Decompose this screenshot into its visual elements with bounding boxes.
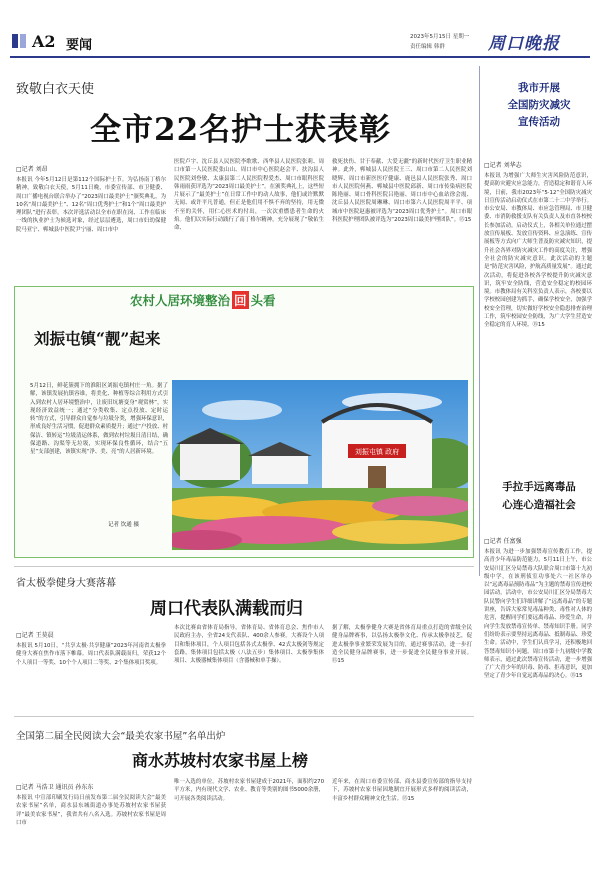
bookstore-byline: □记者 马浩卫 通讯员 孙东东 bbox=[16, 784, 94, 791]
section-name: 要闻 bbox=[66, 38, 93, 53]
date-line: 2023年5月15日 星期一 bbox=[410, 34, 470, 40]
disaster-headline-line-1: 我市开展 bbox=[518, 82, 560, 94]
taichi-col3: 据了解，太极拳健身大赛是省体育局重点打造的省级全民健身品牌赛事，以弘扬太极拳文化、传承太极拳技艺，促进太极拳事业繁荣发展为目的，通过赛事活动，进一步打造全民健身品牌赛事，进一步促进全民健身事业开展。⑮15 bbox=[332, 625, 472, 665]
bookstore-col3: 近年来，在周口市委宣传部、商水县委宣传部的指导支持下，苏坡村农家书屋因地制宜开展形式多样的阅读活动，丰富乡村群众精神文化生活。⑮15 bbox=[332, 779, 472, 802]
village-headline: 刘振屯镇“靓”起来 bbox=[34, 329, 161, 348]
taichi-col2: 本次比赛由省体育局指导，省体育局、省体育总会、焦作市人民政府主办，全省24支代表队、400余人参赛。大赛设个人项目和集体项目，个人项目包括各式太极拳、42式太极剑等规定套路，集体项目包括太极（八法五步）集体项目、太极拳集体项目、太极器械集体项目（含器械和单手操）。 bbox=[174, 625, 324, 665]
taichi-col1: 本报讯 5月10日，“共享太极·共享健康”2023年河南省太极拳健身大赛在焦作市落下帷幕。周口代表队满载而归，荣获12个个人项目一等奖、10个个人项目二等奖、2个集体项目奖项。 bbox=[16, 643, 166, 666]
page-number-marker-light bbox=[20, 34, 26, 48]
antidrug-body: 本报讯 为进一步加强禁毒宣传教育工作，提高青少年毒品防范能力，5月11日上午，市公安局川汇区分局禁毒大队联合周口市第十九初级中学，在该刑侦室功事处六一社区举办以“远离毒品预防毒品”为主题的禁毒宣传进校园活动。活动中，市公安局川汇区分局禁毒大队民警向学生们详细讲解了“远离毒品”的专题讲座，告诉大家常见毒品种类、毒性对人体的危害，提醒同学们要远离毒品、珍爱生命，并向学生发放禁毒宣传单、禁毒知识手册。同学们纷纷表示要坚持远离毒品、抵制毒品、珍爱生命。活动中，学生们认真学习，还积极地回答禁毒知识小问题。周口市第十九初级中学教师表示，通过此次禁毒宣传活动，进一步增强了广大青少年的识毒、防毒、拒毒意识，更加坚定了青少年自觉远离毒品的决心。⑮15 bbox=[484, 549, 592, 680]
village-photo-credit: 记者 饮通 摄 bbox=[108, 522, 139, 528]
nurses-kicker: 致敬白衣天使 bbox=[16, 82, 95, 97]
taichi-headline: 周口代表队满载而归 bbox=[150, 599, 303, 619]
village-banner-highlight: 回 bbox=[234, 293, 247, 308]
disaster-byline: □记者 刘华志 bbox=[484, 162, 522, 169]
village-photo-illustration bbox=[172, 380, 468, 550]
antidrug-byline: □记者 任富强 bbox=[484, 538, 522, 545]
section-divider-2 bbox=[14, 716, 474, 717]
antidrug-headline bbox=[484, 478, 594, 514]
taichi-byline: □记者 王莫晨 bbox=[16, 632, 54, 639]
bookstore-kicker: 全国第二届全民阅读大会“最美农家书屋”名单出炉 bbox=[16, 731, 226, 742]
taichi-kicker: 省太极拳健身大赛落幕 bbox=[16, 578, 116, 589]
disaster-headline-line-3: 宣传活动 bbox=[518, 116, 560, 128]
bookstore-col2: 唯一入选的单位。苏坡村农家书屋建成于2021年，面积约270平方米，内有现代文学、农业、教育等类别的图书5000余册，可开展各类阅读活动。 bbox=[174, 779, 324, 802]
right-column-divider bbox=[479, 66, 480, 576]
village-banner-text-2: 头看 bbox=[250, 293, 276, 308]
disaster-headline-line-2: 全国防灾减灾 bbox=[507, 99, 571, 111]
nurses-byline: □记者 刘昂 bbox=[16, 166, 48, 173]
paper-logo: 周口晚报 bbox=[488, 34, 560, 54]
nurses-col3: 救死扶伤、甘于奉献、大爱无疆”的新时代医疗卫生职业精神。此外，郸城县人民医院王三、周口市第二人民医院刘晓辉、周口市新医医疗健康、鹿邑县人民医院张秀、周口市人民医院何燕、郸城县中医院邱新、周口市传染病医院陈艳丽、周口骨科医院吕艳丽、周口市中心血站徐会霞、沈丘县人民医院周琳琳、周口市第六人民医院周平平、项城市中医院赵惠被评选为“2023周口优秀护士”。周口市眼科医院护理团队被评选为“2023周口最美护理团队”。⑮15 bbox=[332, 159, 472, 224]
disaster-headline bbox=[484, 80, 594, 131]
page-number: A2 bbox=[32, 32, 56, 51]
nurses-col1: 本报讯 今年5月12日是第112个国际护士节。为弘扬南丁格尔精神，致敬白衣天使，5月11日晚，市委宣传部、市卫健委、周口广播电视台联合举办了“2023周口最美护士”颁奖典礼，为10名“周口最美护士”、12名“周口优秀护士”和1个“周口最美护理团队”进行表彰。本次评选活动以全市在职在岗、工作在临床一线的执业护士为候选对象，经过层层遴选，周口市妇幼保健院马亚宁、郸城县中医院尹宁丽、周口市中 bbox=[16, 177, 166, 233]
editor-line: 责任编辑 韩群 bbox=[410, 44, 445, 50]
page-number-marker bbox=[12, 34, 18, 48]
masthead-rule bbox=[10, 56, 590, 58]
nurses-col2: 医院卢宇、沈丘县人民医院李歌歌、西华县人民医院张莉、周口市第一人民医院张山山、周口市中心医院赵会平、扶沟县人民医院刘登敏、太康县第二人民医院程爱杰、周口市眼科医院韩雨雨获评选为“2023周口最美护士”。在颁奖典礼上，这些短片展示了“最美护士”在日常工作中的动人故事，他们或许默默无闻、或许平凡普通，但正是他们用不惧不弃的坚持，用无微不至的关怀，用仁心医术的付出，一次次重燃患者生命的火焰。他们以实际行动践行了南丁格尔精神，充分展现了“敬佑生命、 bbox=[174, 159, 324, 232]
disaster-body: 本报讯 为增强广大师生灾害风险防范意识，提高防灾避灾应急能力，营造稳定和谐育人环境，日前，我市2023年“5·12”全国防灾减灾日宣传活动启动仪式在市第二十二中学举行。市公安局、市教体局、市应急管理局、市卫健委、市消防救援支队有关负责人及市直各校校长参加活动。启动仪式上，各相关单位通过摆放宣传展板、发放宣传资料、应急演练、宣传展板等方式向广大师生普及防灾减灾知识，提升社会各界对防灾减灾工作的高度关注，增强全社会的防灾减灾意识。此次活动的主题是“防范灾害风险，护航高质量发展”。通过此次活动，将促进各校各学校提升防灾减灾意识，筑牢安全防线，营造安全稳定的校园环境。市教体局有关科室负责人表示，各校要以学校校园创建为抓手，确保学校安全，加强学校安全管理，切实做好学校安全隐患排查治理工作，筑牢校园安全防线，为广大学生营造安全稳定的育人环境。⑮15 bbox=[484, 173, 592, 329]
antidrug-headline-line-1: 手拉手远离毒品 bbox=[502, 481, 576, 493]
bookstore-headline: 商水苏坡村农家书屋上榜 bbox=[132, 751, 309, 770]
bookstore-col1: 本报讯 中宣部印刷发行局日前发布第二届全民阅读大会“最美农家书屋”名单，商水县东城街道办事处苏坡村农家书屋获评“最美农家书屋”，我省共有八名入选。苏坡村农家书屋是周口市 bbox=[16, 795, 166, 826]
nurses-headline: 全市22名护士获表彰 bbox=[90, 112, 392, 148]
village-banner-text-1: 农村人居环境整治 bbox=[130, 293, 231, 308]
village-body: 5月12日，鲜花簇拥下的淮阳区刘振屯镇村庄一角。据了解，该镇发展抗镇容谁，将美化、种植等综合利用方式引入到农村人居环境整治中，让废旧坑塘变身“观赏林”，实现经济效益统一；通过“分类收集、定点投放、定时运转”的方式，引导群众自觉参与垃圾分类，增强环保意识，形成良好生活习惯，促进群众素质提升；通过“户投放、村保洁、镇转运”垃圾清运体系，做到农村垃圾日清日结，确保道路、沟渠等无垃圾，实现环保良性循环，结合“五星”支部创建，该镇实现“净、美、亮”的人居新环境。 bbox=[30, 383, 168, 456]
village-photo bbox=[172, 380, 468, 550]
antidrug-headline-line-2: 心连心造福社会 bbox=[502, 499, 576, 511]
photo-building-sign: 刘振屯镇 政府 bbox=[354, 448, 400, 456]
village-banner bbox=[130, 291, 390, 313]
masthead bbox=[0, 0, 600, 58]
section-divider-1 bbox=[14, 566, 474, 567]
